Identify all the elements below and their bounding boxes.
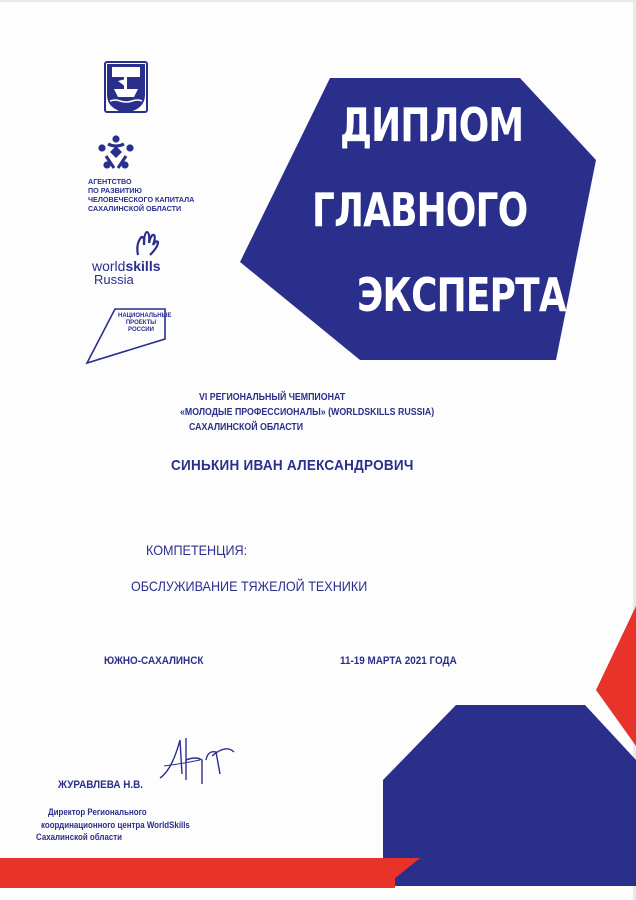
competence-value: ОБСЛУЖИВАНИЕ ТЯЖЕЛОЙ ТЕХНИКИ (131, 578, 368, 594)
competence-label: КОМПЕТЕНЦИЯ: (146, 542, 248, 558)
signatory-role-line-2: координационного центра WorldSkills (41, 819, 190, 830)
bottom-navy-polygon (383, 705, 636, 886)
worldskills-bold: skills (125, 258, 161, 274)
recipient-name: СИНЬКИН ИВАН АЛЕКСАНДРОВИЧ (171, 457, 414, 474)
agency-line-3: ЧЕЛОВЕЧЕСКОГО КАПИТАЛА (88, 195, 195, 204)
worldskills-wordmark (92, 259, 161, 273)
title-line-2: ГЛАВНОГО (312, 183, 528, 237)
signatory-role-line-3: Сахалинской области (36, 832, 123, 842)
agency-line-2: ПО РАЗВИТИЮ (88, 186, 142, 195)
signatory-name: ЖУРАВЛЕВА Н.В. (58, 779, 144, 791)
bottom-red-stripe (0, 858, 395, 888)
championship-line-1: VI РЕГИОНАЛЬНЫЙ ЧЕМПИОНАТ (199, 392, 346, 403)
worldskills-country: Russia (94, 272, 134, 287)
np-line-2: ПРОЕКТЫ (125, 320, 157, 326)
national-projects-text (118, 313, 172, 334)
agency-name (88, 177, 194, 213)
title-line-3: ЭКСПЕРТА (357, 268, 566, 322)
championship-line-2: «МОЛОДЫЕ ПРОФЕССИОНАЛЫ» (WORLDSKILLS RUSSIA) (180, 407, 435, 418)
np-line-1: НАЦИОНАЛЬНЫЕ (118, 313, 172, 319)
event-city: ЮЖНО-САХАЛИНСК (104, 655, 204, 667)
signatory-role (36, 806, 210, 844)
sakhalin-coat-of-arms-icon (104, 61, 148, 115)
agency-line-1: АГЕНТСТВО (88, 177, 132, 186)
championship-block (0, 390, 636, 435)
worldskills-prefix: world (92, 258, 126, 274)
np-line-3: РОССИИ (128, 327, 154, 333)
signature-icon (150, 730, 240, 790)
event-dates: 11-19 МАРТА 2021 ГОДА (340, 655, 457, 667)
agency-line-4: САХАЛИНСКОЙ ОБЛАСТИ (88, 204, 182, 213)
agency-logo-icon (96, 134, 136, 174)
title-line-1: ДИПЛОМ (340, 98, 524, 152)
championship-line-3: САХАЛИНСКОЙ ОБЛАСТИ (189, 422, 304, 433)
signatory-role-line-1: Директор Регионального (48, 807, 147, 817)
worldskills-hand-icon (132, 229, 160, 257)
